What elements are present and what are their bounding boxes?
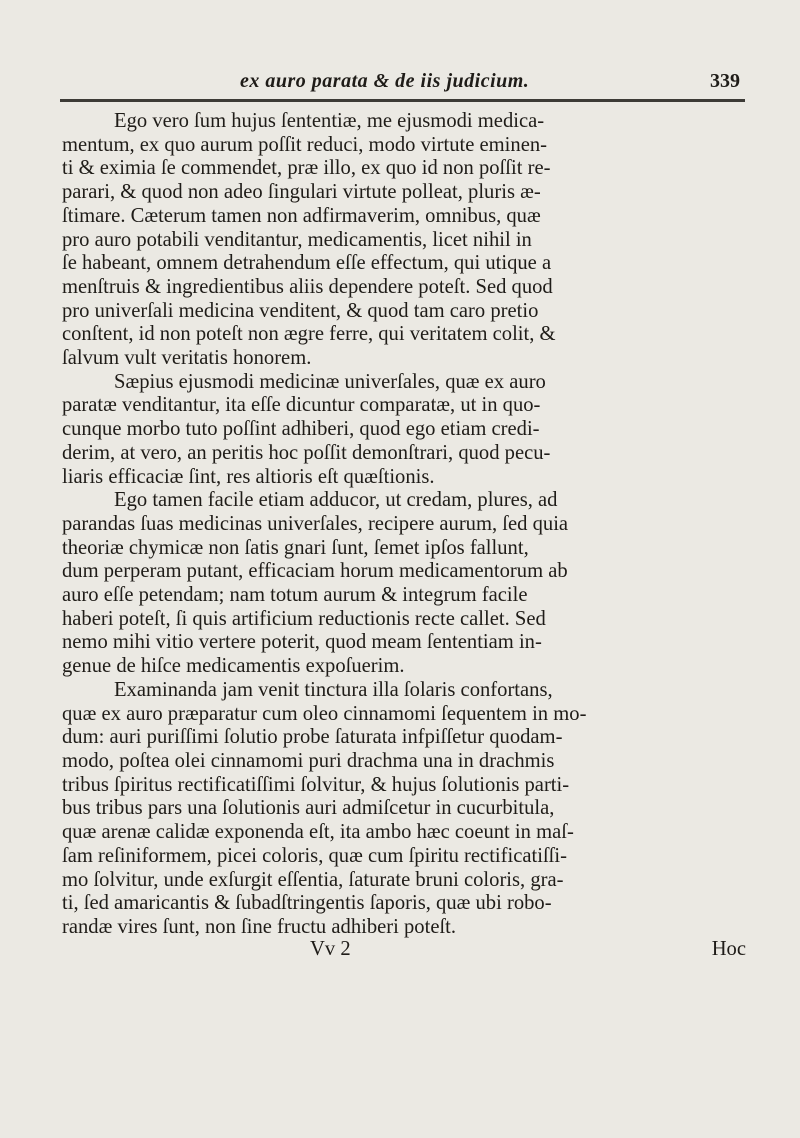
text-line: menſtruis & ingredientibus aliis dependere poteſt. Sed quod <box>62 275 553 298</box>
text-line: paratæ venditantur, ita eſſe dicuntur comparatæ, ut in quo- <box>62 394 541 417</box>
text-line: ſam reſiniformem, picei coloris, quæ cum ſpiritu rectificatiſſi- <box>62 844 567 867</box>
text-line: theoriæ chymicæ non ſatis gnari ſunt, ſemet ipſos fallunt, <box>62 536 529 559</box>
text-line: dum perperam putant, efficaciam horum medicamentorum ab <box>62 560 568 583</box>
page-footer <box>62 938 752 964</box>
text-line: liaris efficaciæ ſint, res altioris eſt quæſtionis. <box>62 465 435 488</box>
text-line: mo ſolvitur, unde exſurgit eſſentia, ſaturate bruni coloris, gra- <box>62 868 564 891</box>
text-line: Ego tamen facile etiam adducor, ut credam, plures, ad <box>114 489 558 512</box>
text-line: auro eſſe petendam; nam totum aurum & integrum facile <box>62 584 528 607</box>
text-line: pro univerſali medicina venditent, & quod tam caro pretio <box>62 299 539 322</box>
text-line: quæ arenæ calidæ exponenda eſt, ita ambo hæc coeunt in maſ- <box>62 821 574 844</box>
running-title: ex auro parata & de iis judicium. <box>240 70 530 92</box>
text-line: ſtimare. Cæterum tamen non adfirmaverim, omnibus, quæ <box>62 204 541 227</box>
text-line: parandas ſuas medicinas univerſales, recipere aurum, ſed quia <box>62 512 569 535</box>
header-rule <box>60 99 745 102</box>
catchword: Hoc <box>711 938 746 960</box>
page-number: 339 <box>710 70 740 92</box>
text-line: modo, poſtea olei cinnamomi puri drachma una in drachmis <box>62 749 555 772</box>
text-line: Ego vero ſum hujus ſententiæ, me ejusmodi medica- <box>114 110 545 132</box>
text-line: cunque morbo tuto poſſint adhiberi, quod ego etiam credi- <box>62 418 540 441</box>
text-line: haberi poteſt, ſi quis artificium reductionis recte callet. Sed <box>62 607 546 630</box>
text-line: quæ ex auro præparatur cum oleo cinnamomi ſequentem in mo- <box>62 702 587 725</box>
text-line: pro auro potabili venditantur, medicamentis, licet nihil in <box>62 228 532 251</box>
text-line: tribus ſpiritus rectificatiſſimi ſolvitur, & hujus ſolutionis parti- <box>62 773 570 796</box>
signature-mark: Vv 2 <box>310 938 351 960</box>
page-header <box>60 58 750 98</box>
text-line: genue de hiſce medicamentis expoſuerim. <box>62 655 405 678</box>
text-line: ſalvum vult veritatis honorem. <box>62 347 312 370</box>
text-line: ti, ſed amaricantis & ſubadſtringentis ſaporis, quæ ubi robo- <box>62 892 552 915</box>
text-line: mentum, ex quo aurum poſſit reduci, modo virtute eminen- <box>62 133 547 156</box>
text-line: conſtent, id non poteſt non ægre ferre, qui veritatem colit, & <box>62 323 556 346</box>
text-line: ſe habeant, omnem detrahendum eſſe effectum, qui utique a <box>62 252 552 275</box>
text-line: bus tribus pars una ſolutionis auri admiſcetur in cucurbitula, <box>62 797 555 820</box>
text-line: nemo mihi vitio vertere poterit, quod meam ſententiam in- <box>62 631 542 654</box>
body-text <box>62 110 752 940</box>
text-line: derim, at vero, an peritis hoc poſſit demonſtrari, quod pecu- <box>62 441 551 464</box>
text-line: dum: auri puriſſimi ſolutio probe ſaturata infpiſſetur quodam- <box>62 726 563 749</box>
text-line: ti & eximia ſe commendet, præ illo, ex quo id non poſſit re- <box>62 157 551 180</box>
text-line: Examinanda jam venit tinctura illa ſolaris confortans, <box>114 678 553 701</box>
text-line: randæ vires ſunt, non ſine fructu adhiberi poteſt. <box>62 915 457 938</box>
text-line: parari, & quod non adeo ſingulari virtute polleat, pluris æ- <box>62 181 541 204</box>
text-line: Sæpius ejusmodi medicinæ univerſales, quæ ex auro <box>114 370 546 393</box>
